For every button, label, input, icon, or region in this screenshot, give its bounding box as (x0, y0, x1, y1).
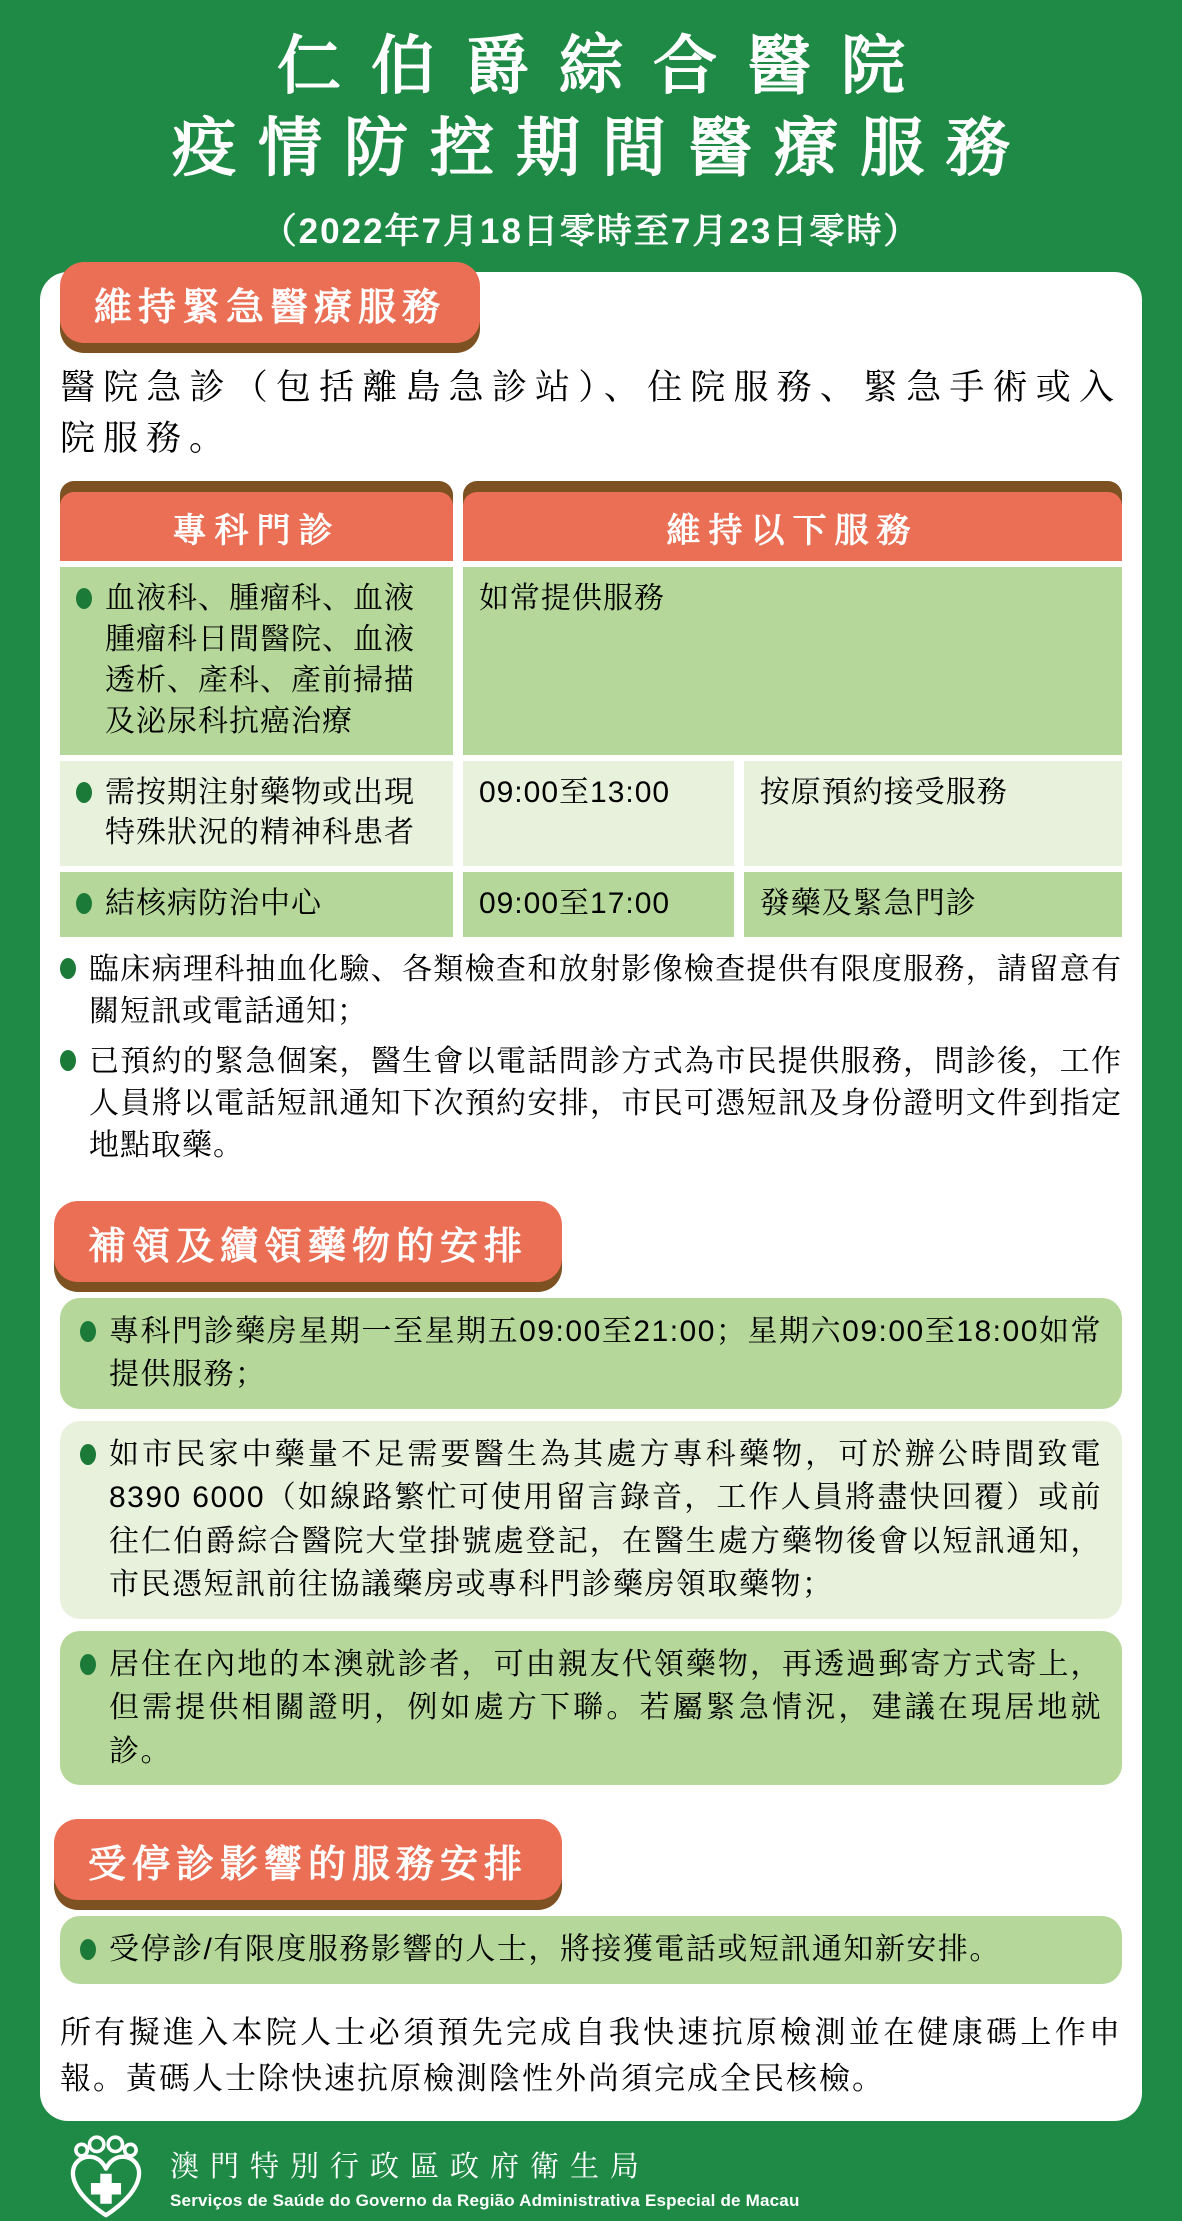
limited-services-list (60, 949, 1122, 1167)
badge-emergency-services (60, 262, 480, 343)
table-row-3-time-text: 09:00至17:00 (478, 887, 671, 921)
health-bureau-logo-icon (62, 2135, 150, 2221)
table-header-specialty-label: 專科門診 (172, 512, 341, 551)
bullet-icon (80, 1939, 96, 1960)
table-header-maintained-label: 維持以下服務 (666, 512, 919, 551)
table-row-3-note-text: 發藥及緊急門診 (759, 887, 977, 921)
bullet-icon (80, 1321, 96, 1342)
org-name-portuguese: Serviços de Saúde do Governo da Região Administrativa Especial de Macau (170, 2191, 800, 2211)
bullet-icon (60, 1050, 76, 1071)
list-item (60, 949, 1122, 1033)
table-row-3-time (463, 872, 734, 937)
list-item (60, 1041, 1122, 1167)
table-row-1-service (463, 567, 1122, 754)
emergency-services-intro: 醫院急診（包括離島急診站）、住院服務、緊急手術或入院服務。 (60, 367, 1122, 458)
table-row-1-dept-text: 血液科、腫瘤科、血液腫瘤科日間醫院、血液透析、產科、產前掃描及泌尿科抗癌治療 (105, 582, 415, 738)
badge-row (54, 1167, 1122, 1282)
table-row-3-dept (60, 872, 453, 937)
bullet-icon (76, 893, 92, 914)
table-row-1-dept (60, 567, 453, 754)
badge-suspended-services (54, 1819, 562, 1900)
page-title-line2: 疫情防控期間醫療服務 (172, 111, 1032, 184)
bullet-icon (76, 782, 92, 803)
medication-box-mainland-residents (60, 1631, 1122, 1786)
content-card (40, 272, 1142, 2121)
table-row-2-time-text: 09:00至13:00 (478, 775, 671, 809)
badge-suspended-label: 受停診影響的服務安排 (88, 1844, 529, 1887)
table-row-2-dept-text: 需按期注射藥物或出現特殊狀況的精神科患者 (105, 775, 415, 850)
medication-box-pharmacy-hours (60, 1298, 1122, 1409)
table-row-2-dept (60, 761, 453, 867)
list-item-text: 臨床病理科抽血化驗、各類檢查和放射影像檢查提供有限度服務，請留意有關短訊或電話通知； (89, 952, 1122, 1028)
footer (0, 2121, 1182, 2221)
badge-medication-arrangements (54, 1201, 562, 1282)
table-row-2-note-text: 按原預約接受服務 (759, 775, 1008, 809)
badge-medication-label: 補領及續領藥物的安排 (88, 1225, 529, 1268)
bullet-icon (80, 1444, 96, 1465)
medication-box-mainland-residents-text: 居住在內地的本澳就診者，可由親友代領藥物，再透過郵寄方式寄上，但需提供相關證明，例如處方下聯。若屬緊急情況，建議在現居地就診。 (109, 1647, 1102, 1768)
bullet-icon (76, 588, 92, 609)
org-name-chinese: 澳門特別行政區政府衛生局 (170, 2151, 651, 2184)
badge-emergency-label: 維持緊急醫療服務 (94, 286, 447, 329)
medication-box-prescription-phone-text: 如市民家中藥量不足需要醫生為其處方專科藥物，可於辦公時間致電8390 6000（如線路繁忙可使用留言錄音，工作人員將盡快回覆）或前往仁伯爵綜合醫院大堂掛號處登記，在醫生處方藥物後會以短訊通知，市民憑短訊前往協議藥房或專科門診藥房領取藥物； (109, 1437, 1102, 1602)
list-item-text: 已預約的緊急個案，醫生會以電話問診方式為市民提供服務，問診後，工作人員將以電話短訊通知下次預約安排，市民可憑短訊及身份證明文件到指定地點取藥。 (89, 1044, 1122, 1162)
suspended-services-box (60, 1916, 1122, 1984)
footer-text (170, 2144, 800, 2211)
table-row-1-service-text: 如常提供服務 (478, 582, 665, 616)
specialty-services-table (60, 492, 1122, 937)
medication-box-pharmacy-hours-text: 專科門診藥房星期一至星期五09:00至21:00；星期六09:00至18:00如常提供服務； (109, 1314, 1102, 1392)
page-title-line1: 仁伯爵綜合醫院 (277, 30, 935, 102)
header (0, 0, 1182, 254)
medication-box-prescription-phone (60, 1421, 1122, 1619)
badge-row (54, 1785, 1122, 1900)
suspended-services-box-text: 受停診/有限度服務影響的人士，將接獲電話或短訊通知新安排。 (109, 1933, 1001, 1967)
table-row-3-note (744, 872, 1122, 937)
date-range: （2022年7月18日零時至7月23日零時） (261, 211, 921, 251)
table-header-specialty (60, 492, 453, 561)
table-row-2-time (463, 761, 734, 867)
bullet-icon (60, 958, 76, 979)
entry-requirement-note: 所有擬進入本院人士必須預先完成自我快速抗原檢測並在健康碼上作申報。黃碼人士除快速抗原檢測陰性外尚須完成全民核檢。 (60, 2014, 1122, 2097)
table-row-2-note (744, 761, 1122, 867)
bullet-icon (80, 1654, 96, 1675)
table-row-3-dept-text: 結核病防治中心 (105, 887, 322, 921)
table-header-maintained-services (463, 492, 1122, 561)
